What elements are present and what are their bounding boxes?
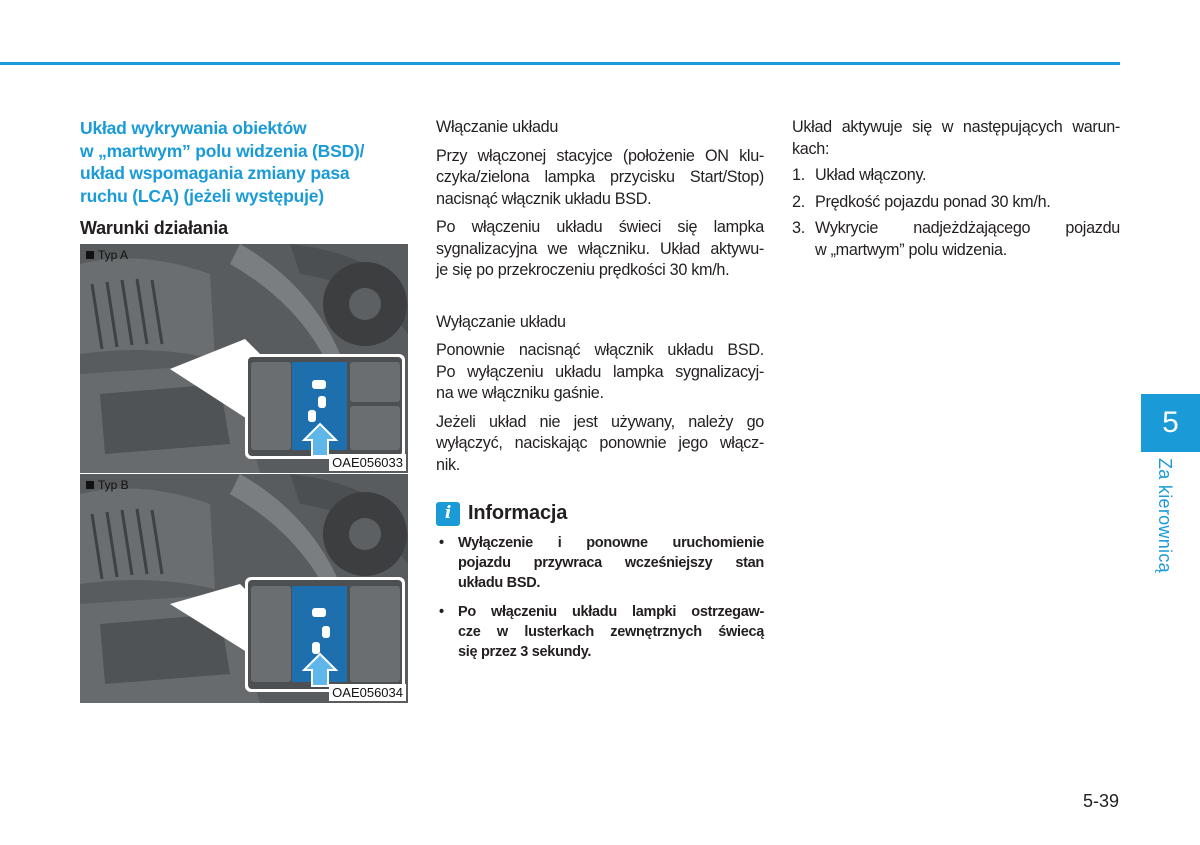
list-item <box>792 192 1120 214</box>
list-item <box>792 165 1120 187</box>
left-column <box>80 117 410 239</box>
list-item <box>792 218 1120 261</box>
section-title <box>80 117 410 207</box>
text-line: na we włączniku gaśnie. <box>436 384 604 402</box>
info-list <box>436 533 764 662</box>
bullet: • <box>439 604 444 620</box>
text-line: Prędkość pojazdu ponad 30 km/h. <box>815 192 1051 211</box>
section-title-line: w „martwym” polu widzenia (BSD)/ <box>80 140 365 161</box>
text-line: czyka/zielona lampka przycisku Start/Stop) <box>436 168 764 186</box>
section-title-line: Układ wykrywania obiektów <box>80 118 307 138</box>
text-line: wyłączyć, naciskając ponownie jego włącz- <box>436 434 764 452</box>
text-line: Po włączeniu układu świeci się lampka <box>436 218 764 236</box>
text-line: Ponownie nacisnąć włącznik układu BSD. <box>436 341 764 359</box>
figure-type-a <box>80 244 408 473</box>
text-line: Wykrycie nadjeżdżającego pojazdu <box>815 219 1120 237</box>
figure-tag-label: Typ B <box>98 478 129 492</box>
figure-tag <box>86 478 129 492</box>
page-number: 5-39 <box>1082 791 1119 811</box>
text-line: sygnalizacyjna we włączniku. Układ aktywu- <box>436 239 764 258</box>
figure-code: OAE056034 <box>329 684 406 701</box>
list-number: 2. <box>792 192 805 211</box>
text-line: Po wyłączeniu układu lampka sygnalizacyj- <box>436 362 764 381</box>
on-paragraph-2 <box>436 217 764 282</box>
info-item <box>436 533 764 593</box>
chapter-number-tab: 5 <box>1141 394 1200 452</box>
off-paragraph-2 <box>436 412 764 477</box>
section-title-line: ruchu (LCA) (jeżeli występuje) <box>80 185 324 206</box>
text-line: Po włączeniu układu lampki ostrzegaw- <box>458 604 764 620</box>
text-line: Przy włączonej stacyjce (położenie ON klu- <box>436 146 764 165</box>
off-heading: Wyłączanie układu <box>436 312 566 331</box>
text-line: się przez 3 sekundy. <box>458 644 592 660</box>
off-paragraph-1 <box>436 340 764 405</box>
right-column <box>792 117 1120 261</box>
list-number: 1. <box>792 166 805 184</box>
info-icon: i <box>436 502 460 526</box>
text-line: je się po przekroczeniu prędkości 30 km/h. <box>436 261 730 279</box>
on-paragraph-1 <box>436 146 764 211</box>
figure-tag <box>86 248 128 262</box>
figure-code: OAE056033 <box>329 454 406 471</box>
figure-tag-label: Typ A <box>98 248 129 262</box>
subheading: Warunki działania <box>80 218 228 238</box>
info-title: Informacja <box>468 502 568 525</box>
text-line: Układ aktywuje się w następujących warun- <box>792 118 1120 136</box>
middle-column <box>436 117 764 671</box>
header-rule <box>0 62 1120 65</box>
section-title-line: układ wspomagania zmiany pasa <box>80 163 350 183</box>
chapter-title: Za kierownicą <box>1155 458 1175 573</box>
info-item <box>436 602 764 662</box>
text-line: kach: <box>792 139 830 158</box>
dashboard-illustration <box>80 474 408 703</box>
figure-type-b <box>80 474 408 703</box>
info-header <box>436 502 764 526</box>
text-line: cze w lusterkach zewnętrznych świecą <box>458 624 764 640</box>
on-heading: Włączanie układu <box>436 118 559 136</box>
text-line: nacisnąć włącznik układu BSD. <box>436 189 652 208</box>
conditions-intro <box>792 117 1120 160</box>
text-line: pojazdu przywraca wcześniejszy stan <box>458 555 764 571</box>
text-line: układu BSD. <box>458 575 541 591</box>
bullet: • <box>439 535 444 551</box>
list-number: 3. <box>792 219 805 237</box>
text-line: nik. <box>436 455 460 474</box>
text-line: Wyłączenie i ponowne uruchomienie <box>458 535 764 551</box>
text-line: w „martwym” polu widzenia. <box>815 240 1007 259</box>
dashboard-illustration <box>80 244 408 473</box>
text-line: Układ włączony. <box>815 166 927 184</box>
text-line: Jeżeli układ nie jest używany, należy go <box>436 412 764 431</box>
